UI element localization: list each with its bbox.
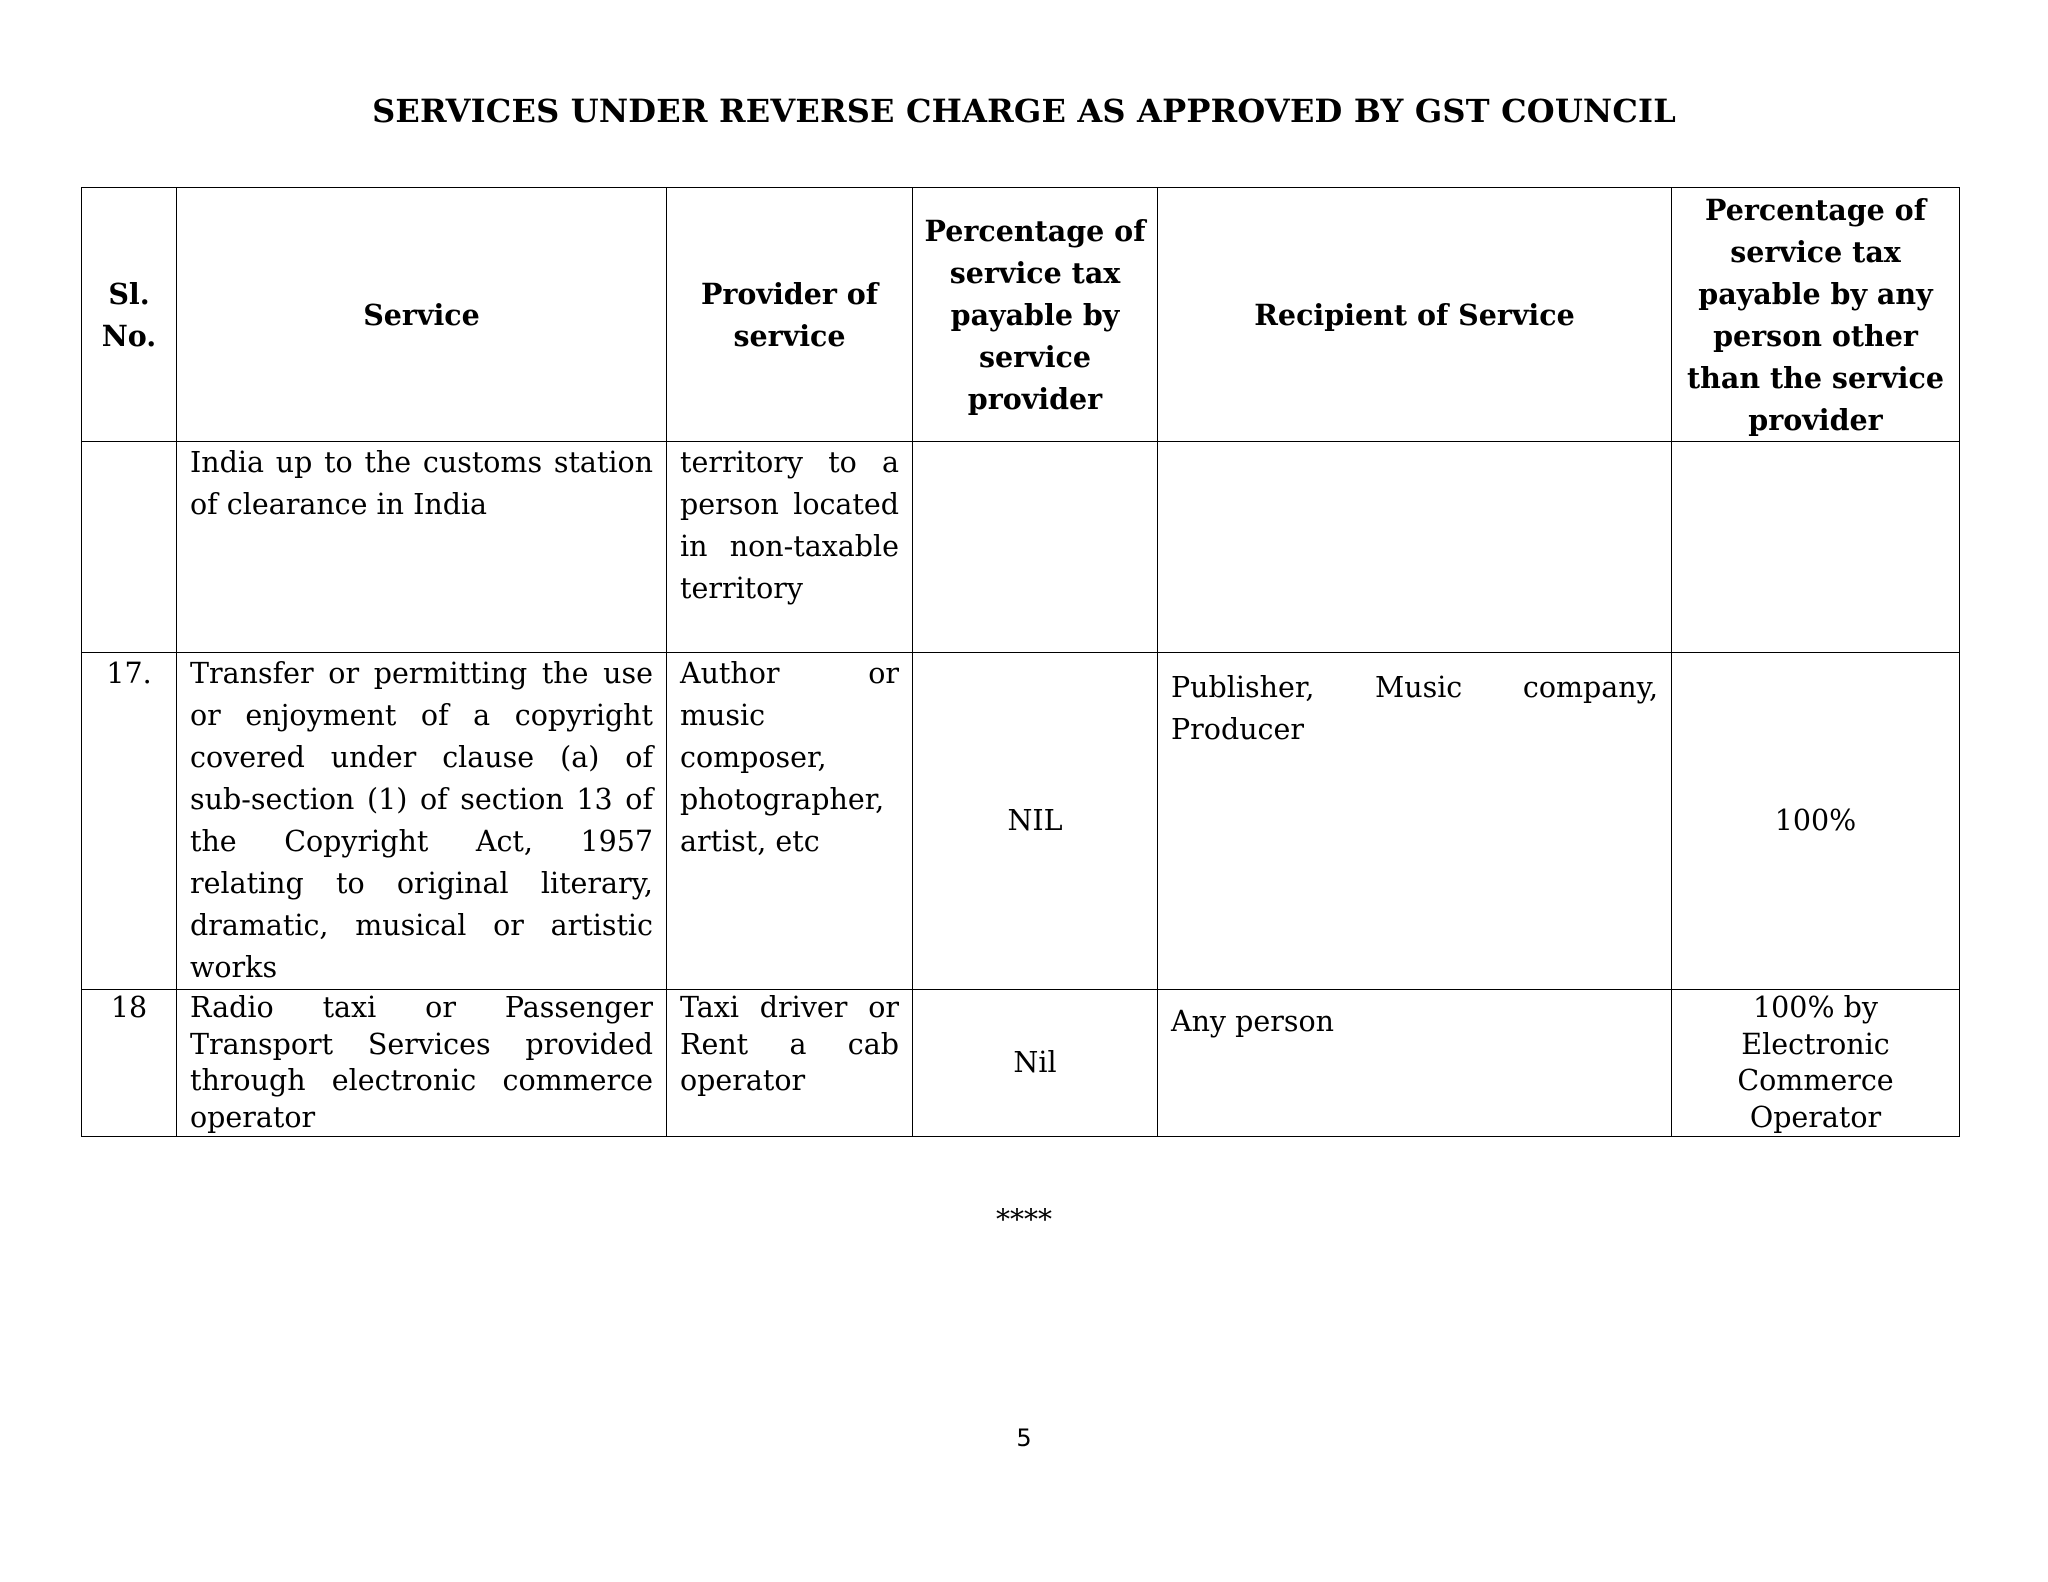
table-row	[82, 990, 1960, 1137]
cell-pct-other: 100% by Electronic Commerce Operator	[1672, 990, 1960, 1137]
cell-sl-no	[82, 442, 177, 653]
cell-pct-other	[1672, 442, 1960, 653]
header-sl-no: Sl. No.	[82, 188, 177, 442]
page-title: SERVICES UNDER REVERSE CHARGE AS APPROVED BY GST COUNCIL	[372, 92, 1676, 130]
cell-provider: Taxi driver or Rent a cab operator	[667, 990, 913, 1137]
header-provider: Provider of service	[667, 188, 913, 442]
table-header-row	[82, 188, 1960, 442]
cell-recipient	[1158, 442, 1672, 653]
cell-sl-no: 17.	[82, 653, 177, 990]
cell-provider: Author or music composer, photographer, artist, etc	[667, 653, 913, 990]
cell-recipient: Any person	[1158, 990, 1672, 1137]
page-number: 5	[1016, 1424, 1032, 1452]
cell-sl-no: 18	[82, 990, 177, 1137]
cell-pct-other: 100%	[1672, 653, 1960, 990]
cell-provider: territory to a person located in non-taxable territory	[667, 442, 913, 653]
header-pct-provider: Percentage of service tax payable by service provider	[913, 188, 1158, 442]
table-row	[82, 653, 1960, 990]
header-recipient: Recipient of Service	[1158, 188, 1672, 442]
end-of-section-mark: ****	[996, 1203, 1052, 1236]
header-pct-other: Percentage of service tax payable by any person other than the service provider	[1672, 188, 1960, 442]
cell-service: Transfer or permitting the use or enjoyment of a copyright covered under clause (a) of sub-section (1) of section 13 of the Copyright Act, 1957 relating to original literary, dramatic, musical or artistic works	[177, 653, 667, 990]
cell-pct-provider: NIL	[913, 653, 1158, 990]
cell-recipient: Publisher, Music company, Producer	[1158, 653, 1672, 990]
cell-service: Radio taxi or Passenger Transport Services provided through electronic commerce operator	[177, 990, 667, 1137]
reverse-charge-table	[81, 187, 1960, 1137]
table-row	[82, 442, 1960, 653]
header-service: Service	[177, 188, 667, 442]
cell-pct-provider	[913, 442, 1158, 653]
cell-service: India up to the customs station of clearance in India	[177, 442, 667, 653]
cell-pct-provider: Nil	[913, 990, 1158, 1137]
